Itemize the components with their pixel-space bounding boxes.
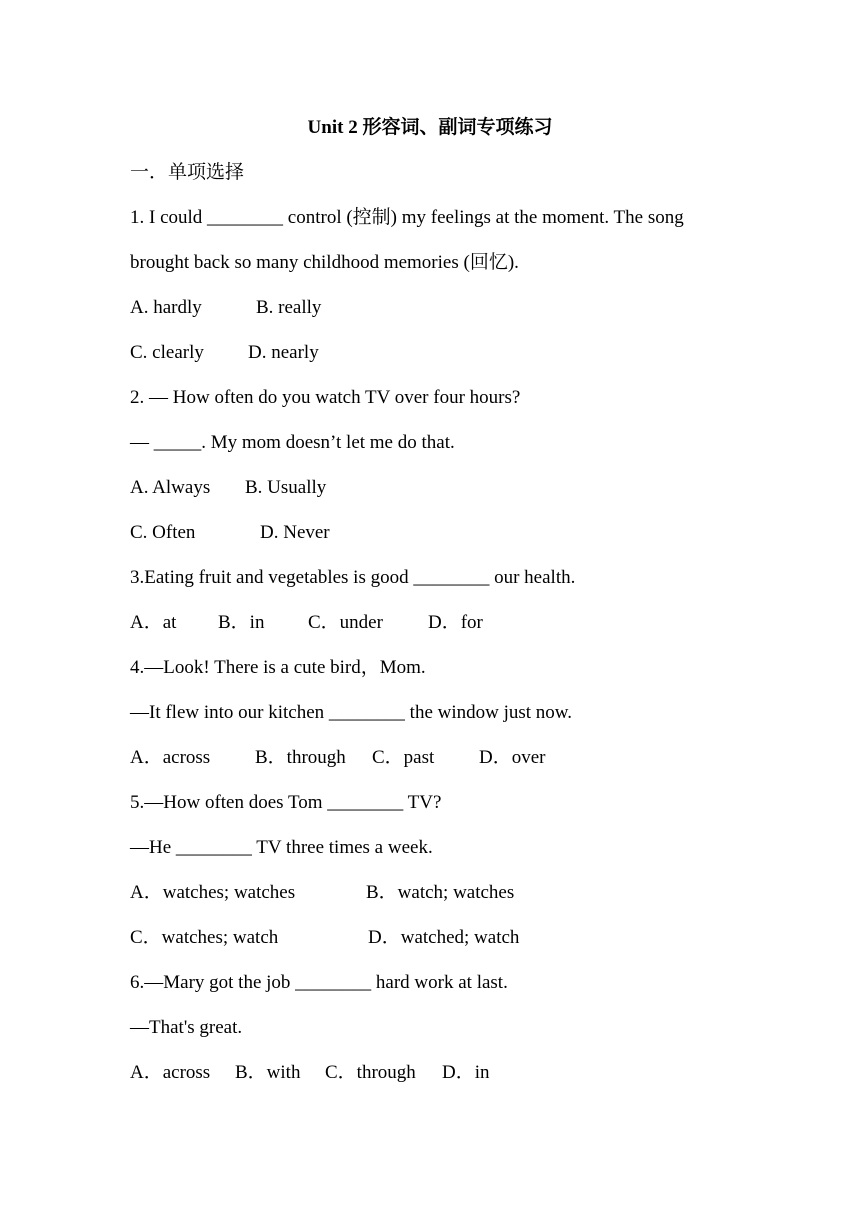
option-a: A．across: [130, 747, 211, 768]
option-c: C. Often: [130, 522, 196, 543]
option-a: A．across: [130, 1062, 211, 1083]
option-a: A. hardly: [130, 297, 202, 318]
option-d: D．watched; watch: [368, 927, 520, 948]
option-b: B．in: [218, 612, 265, 633]
option-d: D. nearly: [248, 342, 319, 363]
question-4-options: [130, 745, 750, 790]
option-b: B．through: [255, 747, 346, 768]
question-5-stem-line-2: —He ________ TV three times a week.: [130, 837, 433, 858]
option-d: D．in: [442, 1062, 490, 1083]
question-6-options: [130, 1060, 750, 1105]
question-6-stem-line-2: —That's great.: [130, 1017, 243, 1038]
question-1-stem-line-1: 1. I could ________ control (控制) my feelings at the moment. The song: [130, 207, 684, 228]
question-3-stem: 3.Eating fruit and vegetables is good ________ our health.: [130, 567, 576, 588]
page-title: Unit 2 形容词、副词专项练习: [307, 117, 553, 138]
option-b: B. Usually: [245, 477, 327, 498]
question-2-options-row-1: [130, 475, 750, 520]
question-1-stem-line-2: brought back so many childhood memories (回忆).: [130, 252, 519, 273]
exercise-content: [130, 160, 750, 1105]
option-a: A．watches; watches: [130, 882, 296, 903]
option-c: C．through: [325, 1062, 416, 1083]
option-b: B．watch; watches: [366, 882, 515, 903]
question-2-options-row-2: [130, 520, 750, 565]
option-c: C．past: [372, 747, 435, 768]
question-5-stem-line-1: 5.—How often does Tom ________ TV?: [130, 792, 442, 813]
option-c: C. clearly: [130, 342, 204, 363]
question-4-stem-line-1: 4.—Look! There is a cute bird，Mom.: [130, 657, 426, 678]
question-3-options: [130, 610, 750, 655]
option-d: D．over: [479, 747, 546, 768]
section-heading: 一．单项选择: [130, 162, 245, 183]
question-2-stem-line-1: 2. — How often do you watch TV over four hours?: [130, 387, 521, 408]
option-d: D. Never: [260, 522, 330, 543]
option-c: C．under: [308, 612, 383, 633]
question-5-options-row-2: [130, 925, 750, 970]
question-1-options-row-2: [130, 340, 750, 385]
question-2-stem-line-2: — _____. My mom doesn’t let me do that.: [130, 432, 455, 453]
option-a: A．at: [130, 612, 177, 633]
option-d: D．for: [428, 612, 483, 633]
option-c: C．watches; watch: [130, 927, 279, 948]
question-1-options-row-1: [130, 295, 750, 340]
option-a: A. Always: [130, 477, 211, 498]
option-b: B. really: [256, 297, 322, 318]
question-4-stem-line-2: —It flew into our kitchen ________ the window just now.: [130, 702, 573, 723]
question-5-options-row-1: [130, 880, 750, 925]
option-b: B．with: [235, 1062, 301, 1083]
question-6-stem-line-1: 6.—Mary got the job ________ hard work at last.: [130, 972, 508, 993]
